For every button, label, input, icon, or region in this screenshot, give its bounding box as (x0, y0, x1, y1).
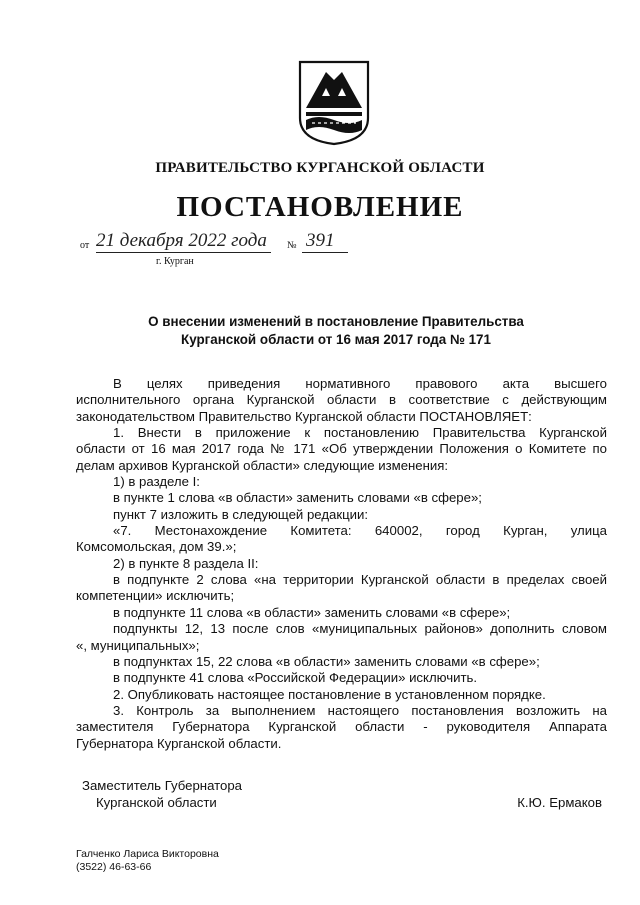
document-type-title: ПОСТАНОВЛЕНИЕ (176, 191, 464, 223)
body-line: Комсомольская, дом 39.»; (76, 539, 237, 555)
handwritten-number: 391 (306, 230, 335, 251)
body-line: 1. Внести в приложение к постановлению Правительства Курганской (113, 425, 607, 441)
body-line: В целях приведения нормативного правового акта высшего (113, 376, 607, 391)
organization-title: ПРАВИТЕЛЬСТВО КУРГАНСКОЙ ОБЛАСТИ (155, 160, 485, 176)
body-line: в подпункте 11 слова «в области» заменить словами «в сфере»; (113, 604, 511, 620)
body-line: подпункты 12, 13 после слов «муниципальных районов» дополнить словом (113, 621, 607, 637)
executor-info (76, 848, 219, 874)
body-line: исполнительного органа Курганской области в соответствие с действующим (76, 392, 607, 408)
dateline (80, 232, 380, 272)
document-body (76, 376, 607, 752)
body-line: в подпункте 2 слова «на территории Курганской области в пределах своей (113, 572, 607, 588)
signatory-title (82, 777, 242, 811)
body-line: делам архивов Курганской области» следующие изменения: (76, 457, 449, 473)
subject-line: О внесении изменений в постановление Правительства (148, 314, 524, 329)
body-line: в подпунктах 15, 22 слова «в области» заменить словами «в сфере»; (113, 653, 540, 669)
body-line: компетенции» исключить; (76, 588, 235, 604)
signatory-title-line: Заместитель Губернатора (82, 778, 243, 793)
handwritten-date: 21 декабря 2022 года (96, 230, 267, 251)
body-line: 3. Контроль за выполнением настоящего постановления возложить на (113, 702, 607, 718)
body-line: Губернатора Курганской области. (76, 735, 282, 751)
number-underline (302, 252, 348, 253)
coat-of-arms-icon (298, 60, 370, 146)
body-line: 2) в пункте 8 раздела II: (113, 555, 259, 571)
executor-phone: (3522) 46-63-66 (76, 861, 152, 873)
body-line: области от 16 мая 2017 года № 171 «Об утверждении Положения о Комитете по (76, 441, 607, 457)
executor-name: Галченко Лариса Викторовна (76, 848, 219, 860)
body-line: законодательством Правительство Курганской области ПОСТАНОВЛЯЕТ: (76, 408, 532, 424)
body-line: в подпункте 41 слова «Российской Федерации» исключить. (113, 670, 478, 686)
body-line: 2. Опубликовать настоящее постановление в установленном порядке. (113, 686, 546, 702)
number-sign: № (287, 240, 297, 251)
city-label: г. Курган (156, 256, 194, 267)
document-subject (0, 313, 640, 349)
body-line: пункт 7 изложить в следующей редакции: (113, 506, 369, 522)
body-line: в пункте 1 слова «в области» заменить словами «в сфере»; (113, 490, 482, 506)
subject-line: Курганской области от 16 мая 2017 года № 171 (181, 332, 491, 347)
body-line: заместителя Губернатора Курганской области - руководителя Аппарата (76, 719, 607, 735)
date-prefix: от (80, 240, 90, 251)
body-line: «7. Местонахождение Комитета: 640002, город Курган, улица (113, 523, 607, 539)
signatory-title-line: Курганской области (96, 795, 217, 810)
date-underline (96, 252, 271, 253)
body-line: «, муниципальных»; (76, 637, 200, 653)
signatory-name: К.Ю. Ермаков (517, 795, 602, 810)
body-line: 1) в разделе I: (113, 474, 200, 490)
